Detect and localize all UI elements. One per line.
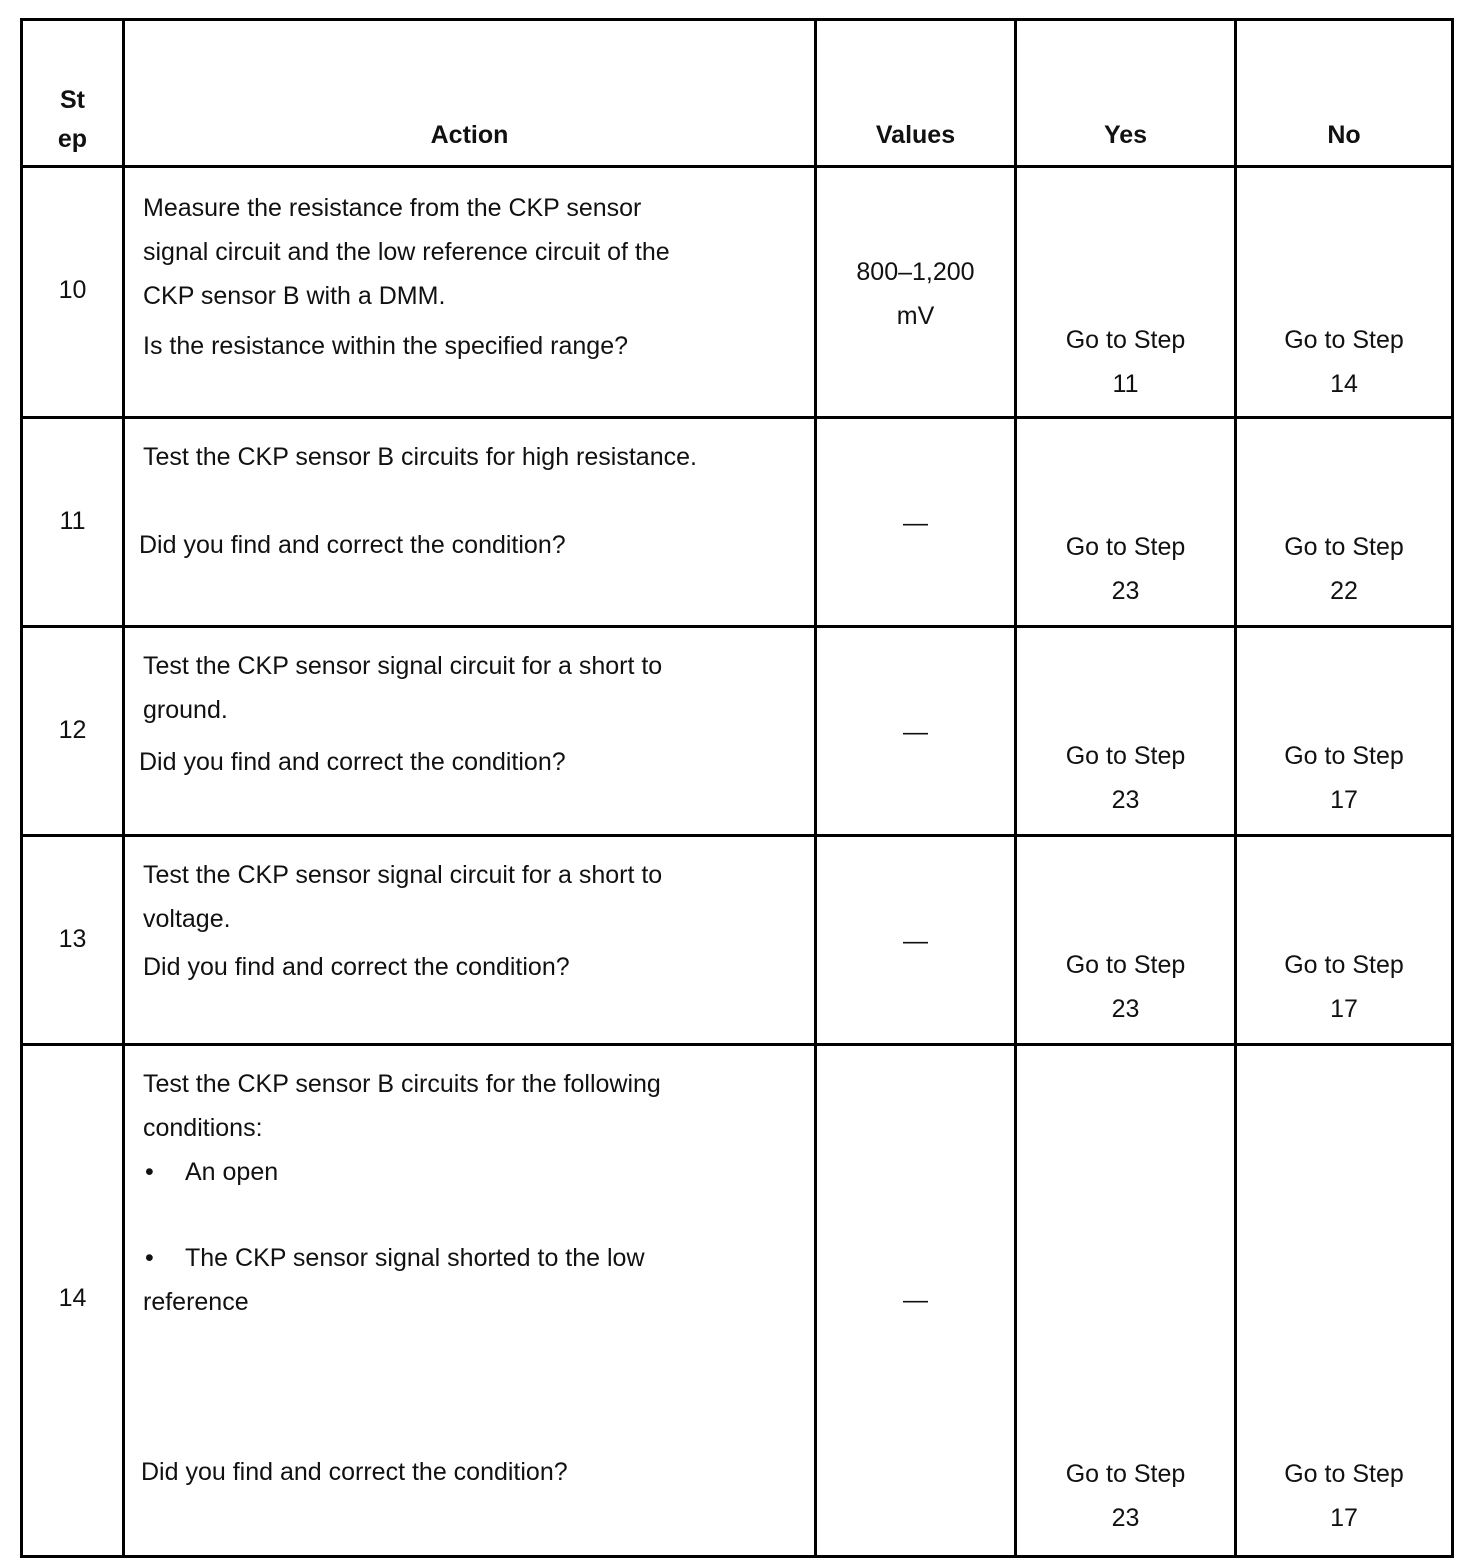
- action-cell: [125, 168, 817, 416]
- step-cell: [23, 168, 125, 416]
- yes-goto-label: Go to Step: [1065, 326, 1186, 354]
- yes-cell: [1017, 837, 1237, 1043]
- yes-goto-label: Go to Step: [1065, 533, 1186, 561]
- step-number: 13: [58, 925, 87, 953]
- no-goto-step: 17: [1330, 995, 1358, 1023]
- yes-cell: [1017, 168, 1237, 416]
- bullet-marker: •: [145, 1158, 154, 1186]
- yes-goto-label: Go to Step: [1065, 1460, 1186, 1488]
- action-question: Did you find and correct the condition?: [143, 953, 570, 981]
- table-row: [23, 168, 1451, 419]
- no-goto-label: Go to Step: [1284, 326, 1404, 354]
- step-number: 11: [59, 507, 86, 535]
- table-header-row: [23, 21, 1451, 168]
- header-step: [23, 21, 125, 165]
- no-cell: [1237, 168, 1451, 416]
- action-question: Did you find and correct the condition?: [139, 531, 566, 559]
- yes-goto-step: 23: [1111, 995, 1140, 1023]
- yes-cell: [1017, 419, 1237, 625]
- action-cell: [125, 628, 817, 834]
- bullet-item: [143, 1150, 804, 1194]
- action-line: ground.: [143, 696, 228, 724]
- value-text: —: [903, 509, 928, 537]
- action-line: Test the CKP sensor signal circuit for a short to: [143, 652, 663, 680]
- step-cell: [23, 837, 125, 1043]
- action-line: Test the CKP sensor signal circuit for a short to: [143, 861, 663, 889]
- action-line: conditions:: [143, 1114, 263, 1142]
- no-cell: [1237, 419, 1451, 625]
- diagnostic-table: [20, 18, 1454, 1558]
- no-goto-label: Go to Step: [1284, 1460, 1404, 1488]
- yes-cell: [1017, 1046, 1237, 1555]
- no-goto-label: Go to Step: [1284, 951, 1404, 979]
- header-values-label: Values: [875, 121, 956, 149]
- no-goto-step: 17: [1330, 1504, 1358, 1532]
- bullet-marker: •: [145, 1244, 154, 1272]
- no-goto-step: 22: [1330, 577, 1358, 605]
- values-cell: [817, 419, 1017, 625]
- yes-goto-label: Go to Step: [1065, 742, 1186, 770]
- action-cell: [125, 419, 817, 625]
- step-number: 14: [58, 1284, 87, 1312]
- step-cell: [23, 419, 125, 625]
- step-cell: [23, 1046, 125, 1555]
- action-cell: [125, 837, 817, 1043]
- no-goto-step: 17: [1330, 786, 1358, 814]
- action-line: signal circuit and the low reference circuit of the: [143, 238, 670, 266]
- header-no-label: No: [1327, 121, 1361, 149]
- step-number: 12: [58, 716, 87, 744]
- yes-goto-step: 23: [1111, 577, 1140, 605]
- action-line: Test the CKP sensor B circuits for high resistance.: [143, 443, 697, 471]
- yes-goto-step: 11: [1112, 370, 1139, 398]
- bullet-item: [143, 1236, 804, 1280]
- header-action-label: Action: [430, 121, 509, 149]
- action-question: Did you find and correct the condition?: [139, 748, 566, 776]
- yes-goto-label: Go to Step: [1065, 951, 1186, 979]
- values-cell: [817, 168, 1017, 416]
- step-cell: [23, 628, 125, 834]
- value-text: —: [903, 718, 928, 746]
- action-question: Did you find and correct the condition?: [141, 1458, 568, 1486]
- table-row: [23, 837, 1451, 1046]
- yes-cell: [1017, 628, 1237, 834]
- values-cell: [817, 837, 1017, 1043]
- values-cell: [817, 628, 1017, 834]
- header-action: [125, 21, 817, 165]
- yes-goto-step: 23: [1111, 786, 1140, 814]
- no-goto-label: Go to Step: [1284, 742, 1404, 770]
- header-step-part1: St: [60, 86, 85, 114]
- action-question: Is the resistance within the specified range?: [143, 332, 628, 360]
- yes-goto-step: 23: [1111, 1504, 1140, 1532]
- value-text: —: [903, 927, 928, 955]
- table-row: [23, 1046, 1451, 1555]
- value-text: —: [903, 1286, 928, 1314]
- no-cell: [1237, 628, 1451, 834]
- no-goto-label: Go to Step: [1284, 533, 1404, 561]
- no-cell: [1237, 1046, 1451, 1555]
- header-values: [817, 21, 1017, 165]
- header-no: [1237, 21, 1451, 165]
- table-row: [23, 628, 1451, 837]
- bullet-continuation: reference: [143, 1288, 249, 1316]
- no-cell: [1237, 837, 1451, 1043]
- action-line: CKP sensor B with a DMM.: [143, 282, 446, 310]
- table-row: [23, 419, 1451, 628]
- header-yes-label: Yes: [1103, 121, 1148, 149]
- header-yes: [1017, 21, 1237, 165]
- action-line: Measure the resistance from the CKP sensor: [143, 194, 642, 222]
- bullet-text: The CKP sensor signal shorted to the low: [185, 1244, 645, 1272]
- action-line: Test the CKP sensor B circuits for the following: [143, 1070, 661, 1098]
- action-cell: [125, 1046, 817, 1555]
- step-number: 10: [58, 276, 87, 304]
- header-step-part2: ep: [57, 125, 88, 153]
- action-line: voltage.: [143, 905, 231, 933]
- value-unit: mV: [896, 302, 935, 330]
- values-cell: [817, 1046, 1017, 1555]
- value-text: 800–1,200: [856, 258, 975, 286]
- bullet-text: An open: [185, 1158, 279, 1186]
- no-goto-step: 14: [1330, 370, 1358, 398]
